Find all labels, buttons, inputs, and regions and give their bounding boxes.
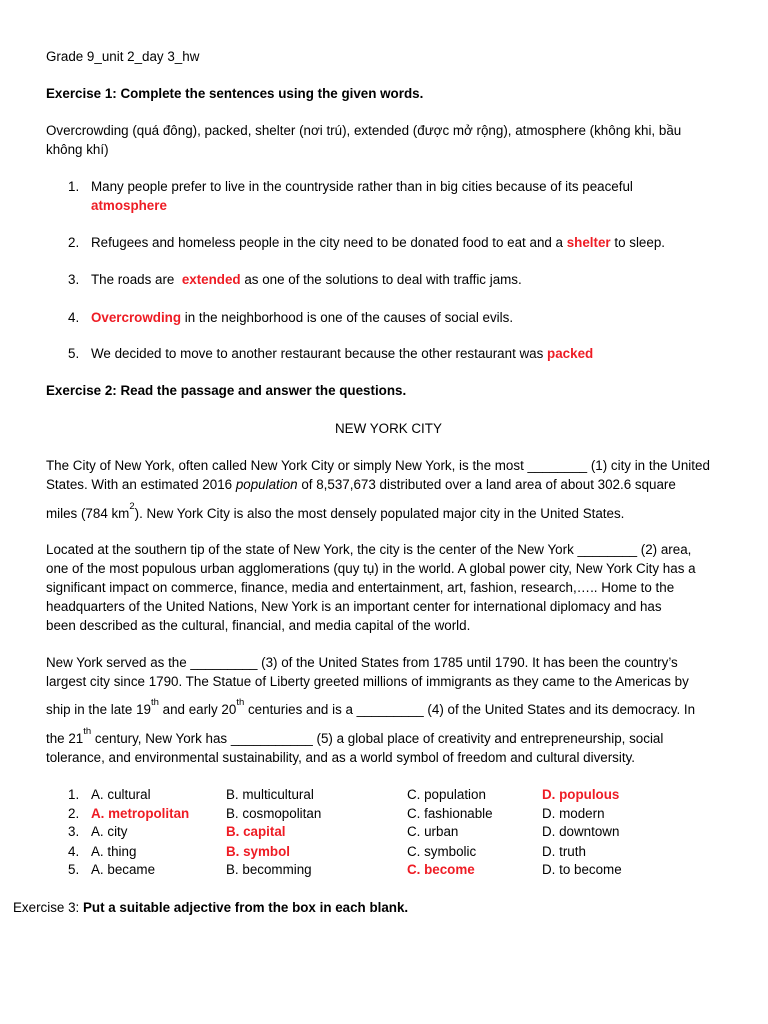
answer-word: packed — [547, 346, 594, 361]
option-choice-d: D. downtown — [542, 824, 620, 839]
passage-text: ship in the late 19 — [46, 702, 151, 717]
worksheet-header: Grade 9_unit 2_day 3_hw — [46, 49, 200, 64]
item-text: Many people prefer to live in the countryside rather than in big cities because of its peaceful — [91, 179, 633, 194]
item-number: 1. — [68, 179, 80, 194]
passage-line: headquarters of the United Nations, New York is an important center for international diplomacy and has — [46, 599, 662, 614]
item-number: 5. — [68, 346, 80, 361]
passage-text: century, New York has ___________ (5) a global place of creativity and entrepreneurship, social — [91, 731, 664, 746]
option-choice-d: D. modern — [542, 806, 605, 821]
item-text: Refugees and homeless people in the city need to be donated food to eat and a — [91, 235, 567, 250]
passage-line: Located at the southern tip of the state of New York, the city is the center of the New York ________ (2) area, — [46, 542, 692, 557]
word-list-line-2: không khí) — [46, 142, 109, 157]
passage-text: of 8,537,673 distributed over a land area of about 302.6 square — [297, 477, 676, 492]
passage-title: NEW YORK CITY — [335, 421, 442, 436]
option-choice-b: B. multicultural — [226, 787, 314, 802]
item-number: 4. — [68, 310, 80, 325]
item-text-end: as one of the solutions to deal with traffic jams. — [240, 272, 522, 287]
option-choice-a: A. became — [91, 862, 156, 877]
answer-word: Overcrowding — [91, 310, 182, 325]
exercise-3-title: Put a suitable adjective from the box in each blank. — [82, 900, 409, 915]
item-number: 3. — [68, 272, 80, 287]
passage-line: significant impact on commerce, finance, media and entertainment, art, fashion, research,….. Home to the — [46, 580, 675, 595]
superscript: th — [236, 697, 245, 708]
option-choice-a: A. city — [91, 824, 128, 839]
passage-line: The City of New York, often called New York City or simply New York, is the most ________ (1) city in the United — [46, 458, 710, 473]
superscript: 2 — [129, 501, 135, 512]
option-number: 4. — [68, 844, 80, 859]
exercise-3-label: Exercise 3: — [13, 900, 83, 915]
item-text: The roads are — [91, 272, 182, 287]
option-choice-b: B. capital — [226, 824, 286, 839]
passage-text: ). New York City is also the most densely populated major city in the United States. — [134, 506, 625, 521]
option-choice-a: A. cultural — [91, 787, 151, 802]
option-number: 3. — [68, 824, 80, 839]
passage-line: been described as the cultural, financial, and media capital of the world. — [46, 618, 471, 633]
passage-text: the 21 — [46, 731, 84, 746]
answer-word: shelter — [566, 235, 611, 250]
passage-text: centuries and is a _________ (4) of the United States and its democracy. In — [244, 702, 696, 717]
option-choice-c: C. become — [407, 862, 475, 877]
exercise-2-title: Exercise 2: Read the passage and answer the questions. — [46, 383, 407, 398]
passage-text: and early 20 — [158, 702, 237, 717]
superscript: th — [150, 697, 159, 708]
superscript: th — [83, 726, 92, 737]
exercise-1-title: Exercise 1: Complete the sentences using the given words. — [46, 86, 424, 101]
item-text-end: in the neighborhood is one of the causes of social evils. — [181, 310, 514, 325]
item-number: 2. — [68, 235, 80, 250]
option-number: 2. — [68, 806, 80, 821]
option-choice-c: C. population — [407, 787, 486, 802]
option-choice-d: D. truth — [542, 844, 586, 859]
item-text-end: to sleep. — [610, 235, 665, 250]
option-choice-d: D. populous — [542, 787, 620, 802]
option-number: 5. — [68, 862, 80, 877]
passage-line: tolerance, and environmental sustainability, and as a world symbol of freedom and cultural diversity. — [46, 750, 635, 765]
option-choice-a: A. metropolitan — [91, 806, 190, 821]
answer-word: atmosphere — [91, 198, 167, 213]
option-choice-a: A. thing — [91, 844, 137, 859]
item-text: We decided to move to another restaurant because the other restaurant was — [91, 346, 548, 361]
passage-line: one of the most populous urban agglomerations (quy tụ) in the world. A global power city, New York City has a — [46, 561, 696, 576]
passage-text: miles (784 km — [46, 506, 130, 521]
passage-line: New York served as the _________ (3) of the United States from 1785 until 1790. It has been the country’s — [46, 655, 678, 670]
option-choice-c: C. symbolic — [407, 844, 477, 859]
word-list-line-1: Overcrowding (quá đông), packed, shelter (nơi trú), extended (được mở rộng), atmosphere (không khi, bầu — [46, 123, 682, 138]
passage-text: States. With an estimated 2016 — [46, 477, 236, 492]
option-choice-b: B. becomming — [226, 862, 312, 877]
option-choice-b: B. cosmopolitan — [226, 806, 322, 821]
option-choice-c: C. fashionable — [407, 806, 493, 821]
passage-italic-word: population — [235, 477, 298, 492]
answer-word: extended — [181, 272, 241, 287]
option-choice-d: D. to become — [542, 862, 622, 877]
option-choice-c: C. urban — [407, 824, 459, 839]
option-number: 1. — [68, 787, 80, 802]
passage-line: largest city since 1790. The Statue of Liberty greeted millions of immigrants as they came to the Americas by — [46, 674, 689, 689]
option-choice-b: B. symbol — [226, 844, 290, 859]
